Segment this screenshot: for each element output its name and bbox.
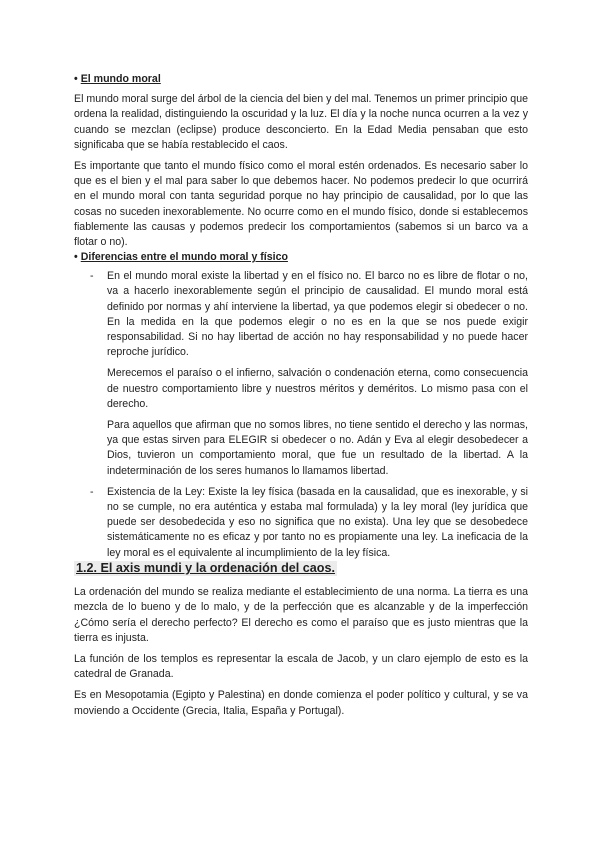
heading-text: El mundo moral [80,73,161,85]
paragraph: Para aquellos que afirman que no somos libres, no tiene sentido el derecho y las normas, ya que estas sirven para ELEGIR si obedecer o no. Adán y Eva al elegir desobedecer a Dios, tuvieron un comportamiento moral, que fue un resultado de la libertad. A la indeterminación de los seres humanos lo llamamos libertad. [107,419,528,477]
paragraph: En el mundo moral existe la libertad y en el físico no. El barco no es libre de flotar o no, va a hacerlo inexorablemente según el principio de causalidad. El mundo moral está definido por normas y ahí interviene la libertad, ya que podemos elegir si obedecer o no. En la medida en la que podemos elegir o no es en la que se nos puede exigir responsabilidad. Si no hay libertad de acción no hay responsabilidad y no puede hacer reproche jurídico. [107,270,528,359]
differences-list [74,269,528,561]
paragraph: Existencia de la Ley: Existe la ley física (basada en la causalidad, que es inexorable, y si no se cumple, no era auténtica y estaba mal formulada) y la ley moral (ley jurídica que puede ser desobedecida y eso no significa que no exista). Una ley que se desobedece sistemáticamente no es eficaz y por tanto no es propiamente una ley. La ineficacia de la ley moral es el equivalente al incumplimiento de la ley física. [107,485,528,559]
paragraph: La función de los templos es representar la escala de Jacob, y un claro ejemplo de esto es la catedral de Granada. [74,653,528,681]
section-heading-diferencias [74,250,528,265]
heading-text: Diferencias entre el mundo moral y físico [80,251,288,263]
section-mundo-moral [74,72,528,256]
section-axis-mundi [74,561,528,725]
paragraph: La ordenación del mundo se realiza mediante el establecimiento de una norma. La tierra es una mezcla de lo bueno y de lo malo, y de la perfección que es alcanzable y de la imperfección ¿Cómo sería el derecho perfecto? El derecho es como el paraíso que es justo mientras que la tierra es injusta. [74,586,528,644]
dash-icon: - [90,270,94,283]
section-title: 1.2. El axis mundi y la ordenación del caos. [76,561,335,575]
list-item [74,269,528,479]
bullet-icon: • [74,251,78,263]
dash-icon: - [90,485,94,498]
paragraph: El mundo moral surge del árbol de la ciencia del bien y del mal. Tenemos un primer principio que ordena la realidad, distinguiendo la oscuridad y la luz. El día y la noche nunca ocurren a la vez y cuando se mezclan (eclipse) produce desconcierto. En la Edad Media pensaban que esto significaba que se había restablecido el caos. [74,93,528,151]
paragraph: Es en Mesopotamia (Egipto y Palestina) en donde comienza el poder político y cultural, y se va moviendo a Occidente (Grecia, Italia, España y Portugal). [74,689,528,717]
section-diferencias [74,250,528,567]
bullet-icon: • [74,73,78,85]
paragraph: Merecemos el paraíso o el infierno, salvación o condenación eterna, como consecuencia de nuestro comportamiento libre y nuestros méritos y deméritos. Lo mismo pasa con el derecho. [107,367,528,410]
section-title-wrapper [74,561,528,577]
list-item [74,485,528,561]
paragraph: Es importante que tanto el mundo físico como el moral estén ordenados. Es necesario saber lo que es el bien y el mal para saber lo que debemos hacer. No podemos predecir lo que ocurrirá en el mundo moral con tanta seguridad porque no hay principio de causalidad, por lo que las cosas no suceden inexorablemente. No ocurre como en el mundo físico, donde si establecemos fiablemente las causas y podemos predecir los comportamientos (sabemos si un barco va a flotar o no). [74,160,528,249]
section-heading-mundo-moral [74,72,528,87]
